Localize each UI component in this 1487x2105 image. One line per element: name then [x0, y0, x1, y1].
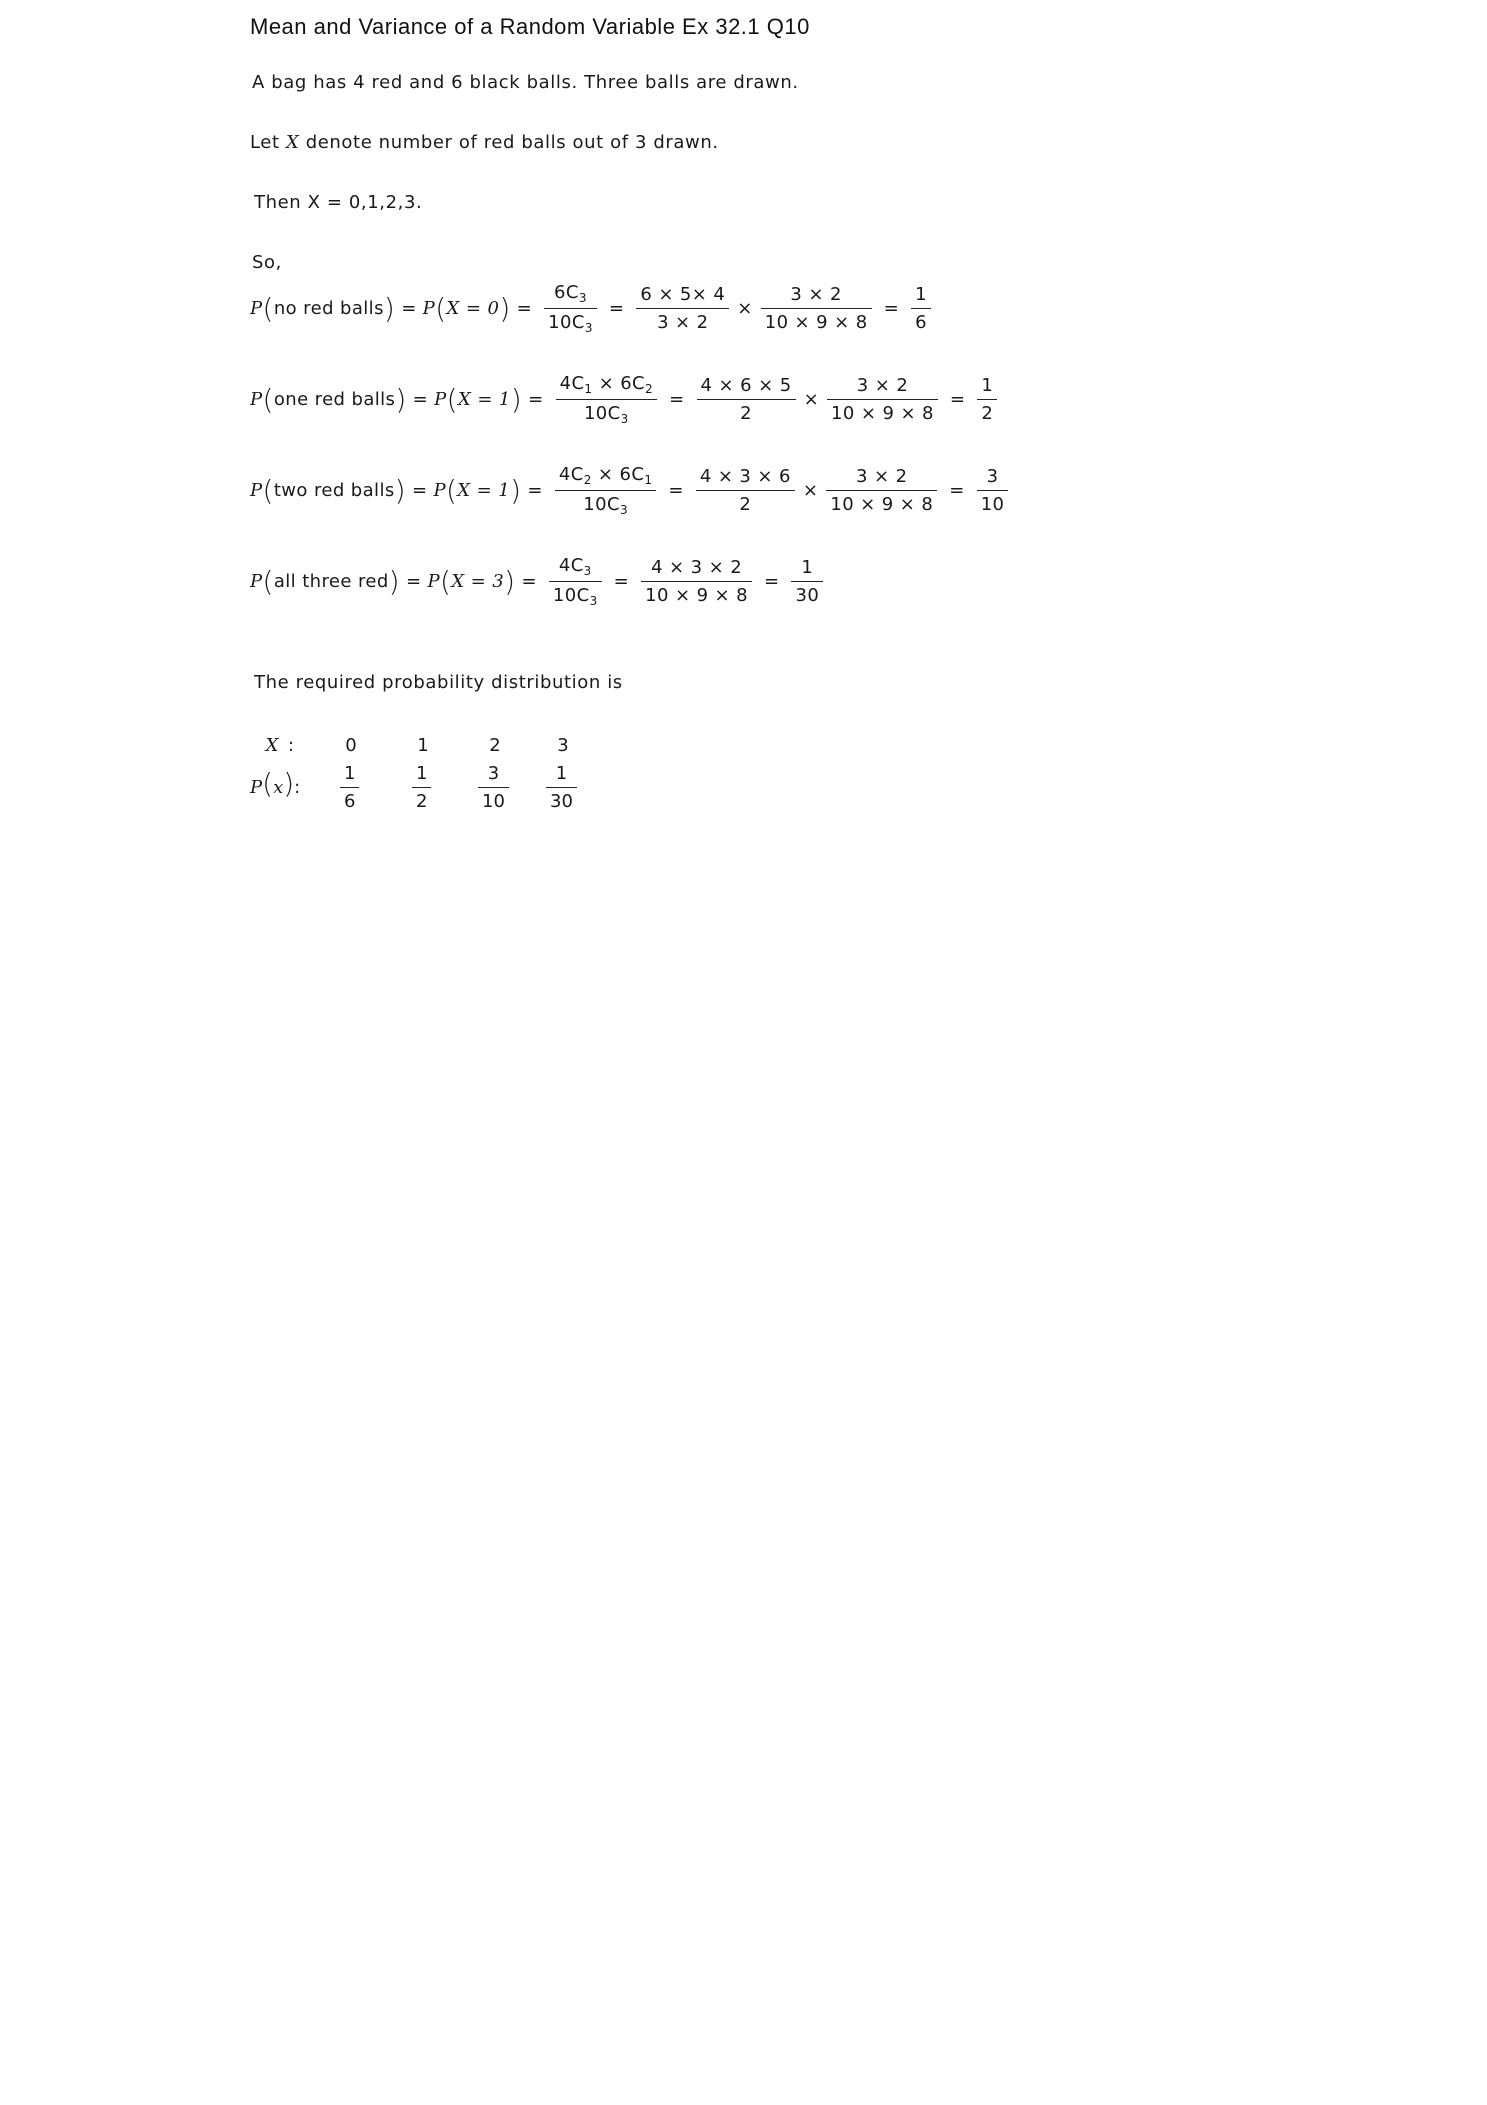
subscript: 2	[645, 382, 654, 396]
term: 6C	[554, 282, 579, 303]
x-value: 2	[489, 735, 501, 756]
open-paren: (	[262, 564, 274, 598]
close-paren: )	[499, 291, 511, 325]
open-paren: (	[435, 291, 447, 325]
close-paren: )	[510, 473, 522, 507]
open-paren: (	[439, 564, 452, 598]
subscript: 1	[584, 382, 593, 396]
subscript: 2	[583, 473, 592, 487]
fraction	[556, 373, 657, 426]
prob-symbol: P	[250, 777, 263, 798]
x-value: 0	[345, 735, 357, 756]
equals-sign: =	[411, 480, 428, 501]
close-paren: )	[383, 291, 396, 325]
subscript: 1	[644, 473, 653, 487]
fraction	[977, 466, 1009, 515]
close-paren: )	[510, 382, 523, 416]
close-paren: )	[283, 767, 295, 800]
close-paren: )	[504, 564, 516, 598]
event-condition: X = 3	[451, 571, 505, 592]
denominator: 30	[546, 787, 577, 812]
term: × 6C	[592, 373, 646, 394]
event-label: two red balls	[273, 480, 395, 501]
numerator	[555, 555, 596, 581]
fraction	[827, 375, 938, 424]
let-prefix: Let	[250, 132, 286, 153]
denominator: 2	[697, 399, 796, 424]
denominator: 10	[478, 787, 509, 812]
numerator: 1	[915, 284, 927, 305]
variable: x	[273, 777, 284, 798]
denominator: 2	[412, 787, 431, 812]
fraction	[697, 375, 796, 424]
equation-one-red	[250, 373, 1003, 426]
fraction	[555, 464, 656, 517]
prob-symbol: P	[250, 389, 263, 410]
numerator: 1	[981, 375, 994, 396]
p-value-fraction	[478, 763, 509, 812]
term: 4C	[558, 555, 584, 576]
term: 10C	[548, 312, 585, 333]
subscript: 3	[620, 412, 629, 426]
p-value-fraction	[412, 763, 431, 812]
event-label: one red balls	[273, 389, 396, 410]
times-sign: ×	[802, 480, 819, 501]
denominator: 3 × 2	[636, 308, 729, 333]
denominator	[556, 399, 657, 426]
denominator	[549, 581, 602, 608]
equals-sign: =	[949, 480, 965, 501]
equals-sign: =	[608, 298, 625, 319]
close-paren: )	[394, 473, 406, 507]
event-label: all three red	[273, 571, 389, 592]
subscript: 3	[584, 321, 593, 335]
close-paren: )	[388, 564, 400, 598]
equals-sign: =	[613, 571, 630, 592]
equals-sign: =	[764, 571, 780, 592]
numerator	[556, 373, 657, 399]
x-value: 3	[557, 735, 569, 756]
numerator: 3 × 2	[856, 466, 908, 487]
equation-no-red	[250, 282, 937, 335]
then-statement: Then X = 0,1,2,3.	[254, 192, 423, 213]
numerator: 6 × 5× 4	[640, 284, 726, 305]
distribution-intro: The required probability distribution is	[254, 672, 623, 693]
fraction	[911, 284, 931, 333]
open-paren: (	[262, 291, 274, 325]
denominator: 10	[977, 490, 1009, 515]
fraction	[977, 375, 997, 424]
numerator: 1	[801, 557, 814, 578]
denominator: 2	[696, 490, 795, 515]
so-statement: So,	[252, 252, 282, 273]
numerator: 4 × 6 × 5	[700, 375, 792, 396]
event-condition: X = 1	[457, 480, 511, 501]
numerator	[550, 282, 591, 308]
prob-symbol: P	[250, 571, 263, 592]
subscript: 3	[589, 594, 598, 608]
let-suffix: denote number of red balls out of 3 drawn.	[299, 132, 719, 153]
px-row-colon: :	[294, 777, 301, 798]
equals-sign: =	[883, 298, 900, 319]
denominator: 2	[977, 399, 997, 424]
p-value-fraction	[340, 763, 359, 812]
term: 10C	[583, 403, 621, 424]
numerator: 4 × 3 × 2	[651, 557, 743, 578]
numerator: 3 × 2	[790, 284, 842, 305]
prob-symbol: P	[433, 480, 446, 501]
equals-sign: =	[528, 389, 544, 410]
fraction	[549, 555, 602, 608]
equals-sign: =	[527, 480, 543, 501]
numerator: 1	[344, 763, 356, 784]
denominator	[555, 490, 656, 517]
subscript: 3	[583, 564, 592, 578]
equals-sign: =	[669, 389, 685, 410]
equals-sign: =	[521, 571, 537, 592]
denominator: 10 × 9 × 8	[761, 308, 872, 333]
times-sign: ×	[803, 389, 820, 410]
event-condition: X = 0	[446, 298, 500, 319]
x-value: 1	[417, 735, 429, 756]
numerator: 3	[986, 466, 999, 487]
denominator: 10 × 9 × 8	[827, 399, 938, 424]
equals-sign: =	[401, 298, 417, 319]
page-title: Mean and Variance of a Random Variable Ex 32.1 Q10	[250, 14, 810, 39]
let-variable: X	[285, 132, 300, 153]
subscript: 3	[619, 503, 628, 517]
denominator: 6	[340, 787, 359, 812]
fraction	[826, 466, 937, 515]
event-label: no red balls	[273, 298, 384, 319]
term: × 6C	[591, 464, 645, 485]
prob-symbol: P	[434, 389, 447, 410]
fraction	[791, 557, 823, 606]
times-sign: ×	[737, 298, 753, 319]
open-paren: (	[445, 473, 458, 507]
prob-symbol: P	[427, 571, 440, 592]
open-paren: (	[262, 767, 274, 800]
term: 10C	[583, 494, 620, 515]
prob-symbol: P	[250, 298, 263, 319]
equals-sign: =	[405, 571, 422, 592]
term: 4C	[559, 373, 585, 394]
fraction	[636, 284, 729, 333]
denominator: 10 × 9 × 8	[641, 581, 752, 606]
denominator: 10 × 9 × 8	[826, 490, 937, 515]
x-row-colon: :	[287, 735, 295, 756]
denominator	[544, 308, 597, 335]
fraction	[544, 282, 597, 335]
p-value-fraction	[546, 763, 577, 812]
x-row-label: X	[265, 735, 279, 756]
fraction	[696, 466, 795, 515]
fraction	[761, 284, 872, 333]
denominator: 30	[791, 581, 823, 606]
subscript: 3	[578, 291, 587, 305]
let-statement	[250, 132, 719, 153]
numerator: 1	[416, 763, 428, 784]
equals-sign: =	[412, 389, 429, 410]
numerator: 1	[555, 763, 568, 784]
prob-symbol: P	[422, 298, 436, 319]
open-paren: (	[446, 382, 458, 416]
denominator: 6	[911, 308, 931, 333]
numerator: 3	[487, 763, 500, 784]
equation-all-red	[250, 555, 829, 608]
numerator: 3 × 2	[856, 375, 909, 396]
event-condition: X = 1	[457, 389, 511, 410]
term: 10C	[552, 585, 590, 606]
numerator: 4 × 3 × 6	[699, 466, 791, 487]
px-row-label	[250, 767, 301, 800]
prob-symbol: P	[250, 480, 263, 501]
term: 4C	[558, 464, 584, 485]
open-paren: (	[262, 382, 274, 416]
close-paren: )	[395, 382, 407, 416]
numerator	[555, 464, 656, 490]
equals-sign: =	[668, 480, 684, 501]
problem-statement: A bag has 4 red and 6 black balls. Three balls are drawn.	[252, 72, 799, 93]
open-paren: (	[262, 473, 274, 507]
fraction	[641, 557, 752, 606]
equals-sign: =	[516, 298, 533, 319]
equation-two-red	[250, 464, 1014, 517]
equals-sign: =	[949, 389, 966, 410]
